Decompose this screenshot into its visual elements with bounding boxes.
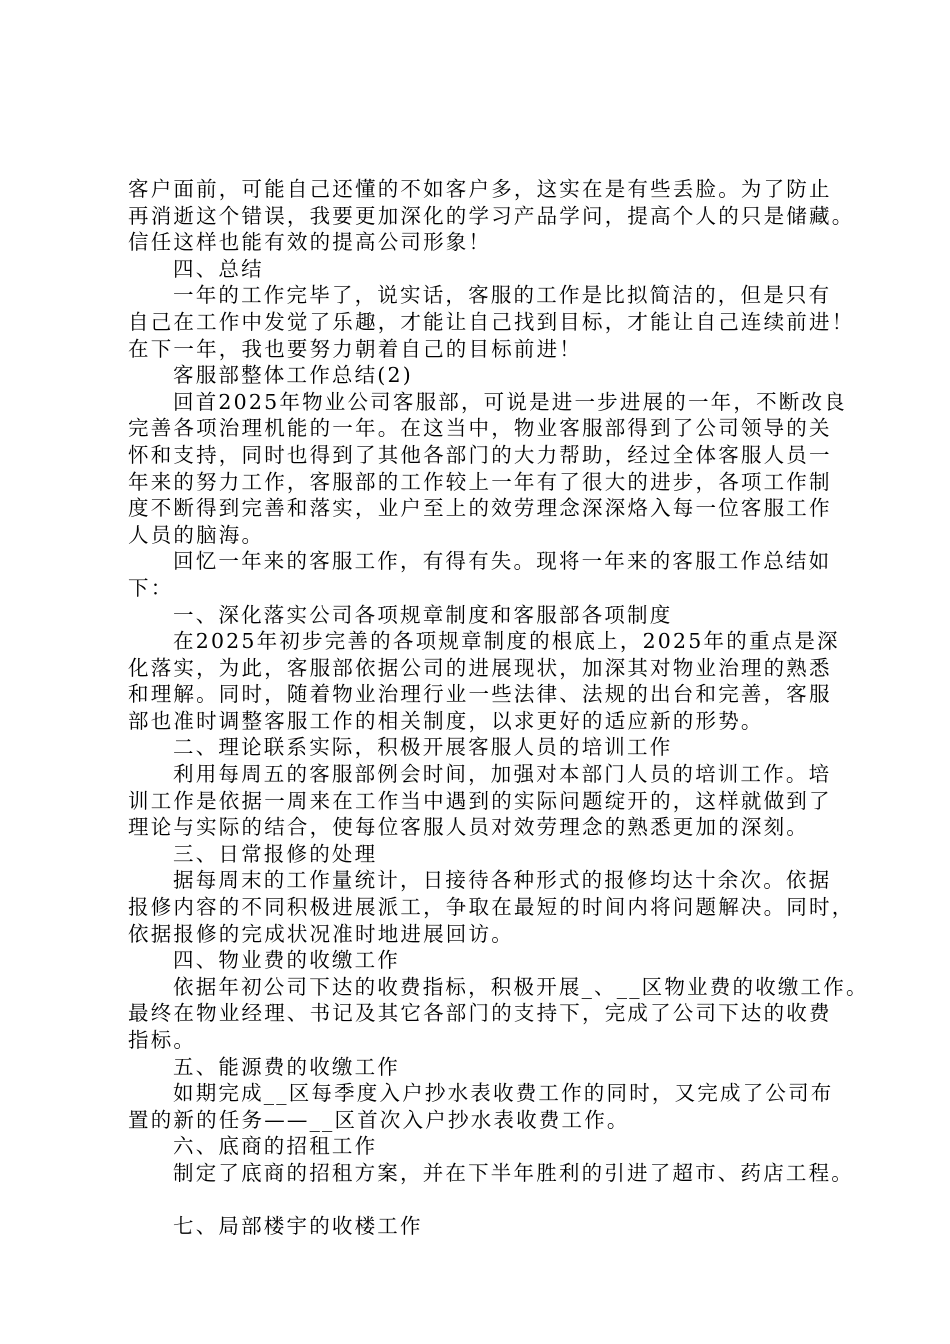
paragraph-line: 据每周末的工作量统计，日接待各种形式的报修均达十余次。依据 [173, 868, 832, 893]
paragraph-line: 利用每周五的客服部例会时间，加强对本部门人员的培训工作。培 [173, 762, 832, 787]
paragraph-line: 化落实，为此，客服部依据公司的进展现状，加深其对物业治理的熟悉 [128, 655, 832, 680]
paragraph-line: 完善各项治理机能的一年。在这当中，物业客服部得到了公司领导的关 [128, 416, 832, 441]
paragraph-line: 信任这样也能有效的提高公司形象！ [128, 230, 492, 255]
section-heading: 六、底商的招租工作 [173, 1134, 378, 1159]
paragraph-line: 依据报修的完成状况准时地进展回访。 [128, 921, 514, 946]
paragraph-line: 在2025年初步完善的各项规章制度的根底上，2025年的重点是深 [173, 629, 840, 654]
paragraph-line: 如期完成__区每季度入户抄水表收费工作的同时，又完成了公司布 [173, 1081, 834, 1106]
section-heading: 二、理论联系实际，积极开展客服人员的培训工作 [173, 735, 673, 760]
paragraph-line: 最终在物业经理、书记及其它各部门的支持下，完成了公司下达的收费 [128, 1001, 832, 1026]
paragraph-line: 报修内容的不同积极进展派工，争取在最短的时间内将问题解决。同时， [128, 895, 855, 920]
paragraph-line: 年来的努力工作，客服部的工作较上一年有了很大的进步，各项工作制 [128, 469, 832, 494]
paragraph-line: 回首2025年物业公司客服部，可说是进一步进展的一年，不断改良 [173, 389, 847, 414]
paragraph-line: 一年的工作完毕了，说实话，客服的工作是比拟简洁的，但是只有 [173, 283, 832, 308]
section-heading: 三、日常报修的处理 [173, 841, 378, 866]
paragraph-line: 置的新的任务——__区首次入户抄水表收费工作。 [128, 1107, 630, 1132]
section-heading: 四、总结 [173, 256, 264, 281]
paragraph-line: 训工作是依据一周来在工作当中遇到的实际问题绽开的，这样就做到了 [128, 788, 832, 813]
section-heading: 五、能源费的收缴工作 [173, 1054, 400, 1079]
paragraph-line: 下： [128, 575, 174, 600]
paragraph-line: 再消逝这个错误，我要更加深化的学习产品学问，提高个人的只是储藏。 [128, 203, 855, 228]
document-body [128, 176, 869, 1240]
paragraph-line: 客户面前，可能自己还懂的不如客户多，这实在是有些丢脸。为了防止 [128, 177, 832, 201]
section-heading: 七、局部楼宇的收楼工作 [173, 1214, 423, 1239]
section-heading: 四、物业费的收缴工作 [173, 948, 400, 973]
paragraph-line: 度不断得到完善和落实，业户至上的效劳理念深深烙入每一位客服工作 [128, 496, 832, 521]
paragraph-line: 指标。 [128, 1028, 197, 1052]
blank-line [128, 1187, 840, 1214]
paragraph-line: 和理解。同时，随着物业治理行业一些法律、法规的出台和完善，客服 [128, 682, 832, 707]
paragraph-line: 制定了底商的招租方案，并在下半年胜利的引进了超市、药店工程。 [173, 1160, 854, 1185]
paragraph-line: 在下一年，我也要努力朝着自己的目标前进！ [128, 336, 582, 361]
paragraph-line: 依据年初公司下达的收费指标，积极开展_、__区物业费的收缴工作。 [173, 974, 869, 999]
paragraph-line: 自己在工作中发觉了乐趣，才能让自己找到目标，才能让自己连续前进！ [128, 309, 855, 334]
paragraph-line: 部也准时调整客服工作的相关制度，以求更好的适应新的形势。 [128, 708, 764, 733]
paragraph-line: 人员的脑海。 [128, 522, 265, 547]
section-heading: 一、深化落实公司各项规章制度和客服部各项制度 [173, 602, 673, 627]
paragraph-line: 回忆一年来的客服工作，有得有失。现将一年来的客服工作总结如 [173, 549, 832, 574]
paragraph-line: 怀和支持，同时也得到了其他各部门的大力帮助，经过全体客服人员一 [128, 442, 832, 467]
document-title: 客服部整体工作总结(2) [173, 363, 413, 388]
paragraph-line: 理论与实际的结合，使每位客服人员对效劳理念的熟悉更加的深刻。 [128, 815, 809, 840]
